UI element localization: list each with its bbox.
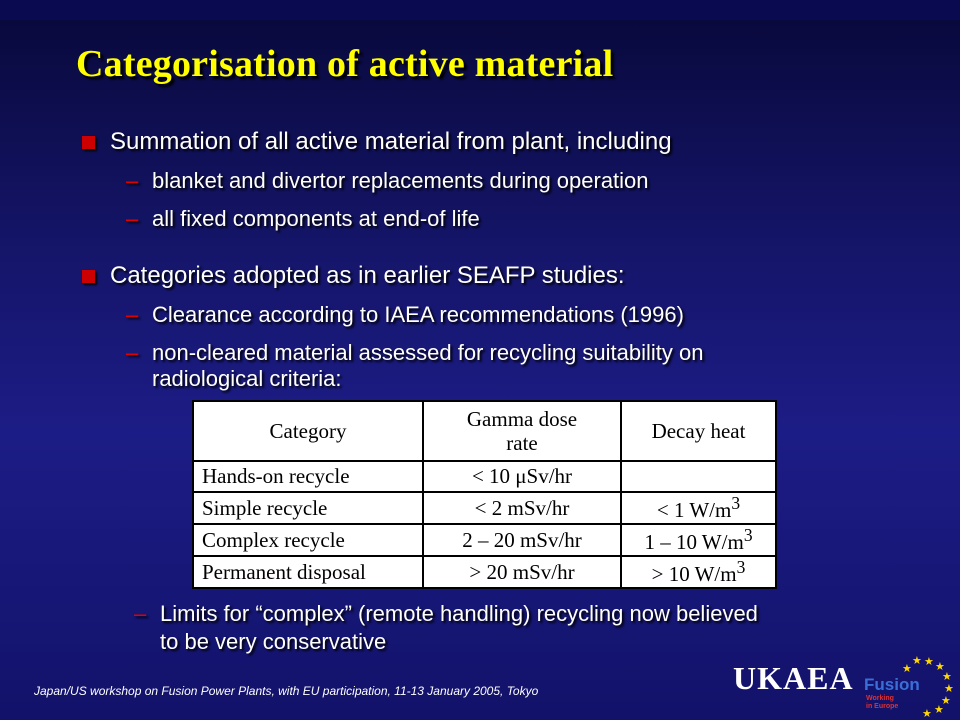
bullet-text: Categories adopted as in earlier SEAFP studies: (110, 262, 625, 289)
fusion-logo-sub1: Working (866, 695, 894, 702)
svg-text:★: ★ (912, 654, 922, 667)
sub-bullet-text-line1: non-cleared material assessed for recycling suitability on (152, 340, 704, 365)
cell-decay-value: > 10 W/m (651, 562, 737, 586)
fusion-logo (862, 652, 958, 718)
svg-text:★: ★ (935, 660, 945, 673)
cell-decay-value: 1 – 10 W/m (644, 530, 744, 554)
header-category: Category (193, 401, 423, 461)
cell-category: Permanent disposal (193, 556, 423, 588)
bullet-categories (110, 262, 625, 290)
sub-bullet-text: blanket and divertor replacements during operation (152, 168, 649, 193)
sub-bullet-text-line2: radiological criteria: (152, 366, 342, 391)
cell-gamma: > 20 mSv/hr (423, 556, 621, 588)
cell-decay (621, 524, 776, 556)
limits-text-line2: to be very conservative (160, 629, 387, 654)
cell-category: Complex recycle (193, 524, 423, 556)
fusion-logo-sub2: in Europe (866, 703, 899, 710)
sub-bullet-text: all fixed components at end-of life (152, 206, 480, 231)
cell-decay (621, 556, 776, 588)
sub-bullet-limits (134, 600, 758, 656)
cell-decay (621, 492, 776, 524)
svg-text:★: ★ (922, 707, 932, 718)
svg-text:★: ★ (944, 682, 954, 695)
svg-text:★: ★ (902, 662, 912, 675)
sub-bullet-text: Clearance according to IAEA recommendations (1996) (152, 302, 684, 327)
bullet-text: Summation of all active material from plant, including (110, 128, 672, 155)
sub-bullet-clearance (126, 302, 684, 328)
header-gamma-dose (423, 401, 621, 461)
header-gamma-line2: rate (506, 431, 538, 455)
svg-text:★: ★ (924, 655, 934, 668)
cell-category: Hands-on recycle (193, 461, 423, 492)
table-row (193, 556, 776, 588)
dash-marker: – (126, 302, 139, 327)
top-band (0, 0, 960, 20)
bullet-summation (110, 128, 672, 156)
fusion-logo-text: Fusion (864, 675, 920, 694)
limits-text-line1: Limits for “complex” (remote handling) recycling now believed (160, 601, 758, 626)
cell-decay (621, 461, 776, 492)
cell-gamma: 2 – 20 mSv/hr (423, 524, 621, 556)
cell-gamma: < 10 μSv/hr (423, 461, 621, 492)
dash-marker: – (126, 206, 139, 231)
header-gamma-line1: Gamma dose (466, 407, 578, 431)
cell-decay-superscript: 3 (736, 557, 746, 577)
dash-marker: – (126, 340, 139, 365)
table-row (193, 492, 776, 524)
bullet-square-icon (82, 270, 95, 283)
table-row (193, 524, 776, 556)
cell-gamma: < 2 mSv/hr (423, 492, 621, 524)
ukaea-logo: UKAEA (733, 660, 854, 696)
bullet-square-icon (82, 136, 95, 149)
svg-text:★: ★ (941, 694, 951, 707)
header-decay-heat: Decay heat (621, 401, 776, 461)
table-header-row (193, 401, 776, 461)
cell-decay-superscript: 3 (743, 525, 753, 545)
cell-category: Simple recycle (193, 492, 423, 524)
dash-marker: – (126, 168, 139, 193)
sub-bullet-blanket (126, 168, 649, 194)
slide-title: Categorisation of active material (76, 43, 614, 85)
sub-bullet-non-cleared (126, 340, 704, 392)
category-table (192, 400, 777, 589)
svg-text:★: ★ (942, 670, 952, 683)
cell-decay-value: < 1 W/m (656, 498, 732, 522)
svg-text:★: ★ (934, 703, 944, 716)
sub-bullet-fixed (126, 206, 480, 232)
table-row (193, 461, 776, 492)
footer-text: Japan/US workshop on Fusion Power Plants, with EU participation, 11-13 January 2005, Tokyo (34, 684, 539, 698)
dash-marker: – (134, 601, 147, 626)
cell-decay-superscript: 3 (731, 493, 741, 513)
